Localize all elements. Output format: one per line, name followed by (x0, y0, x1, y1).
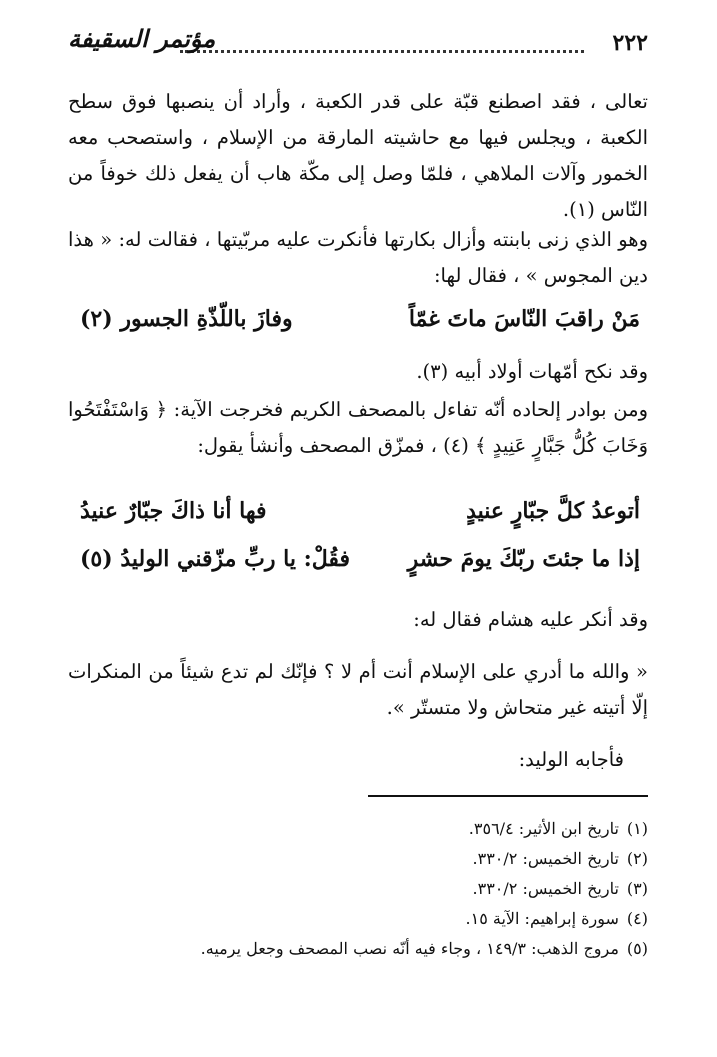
footnote (68, 934, 648, 964)
page-number: ٢٢٢ (612, 30, 648, 56)
paragraph: فأجابه الوليد: (518, 748, 624, 771)
paragraph: ومن بوادر إلحاده أنّه تفاءل بالمصحف الكريم فخرجت الآية: ﴿ وَاسْتَفْتَحُوا وَخَابَ كُلُّ جَبَّارٍ عَنِيدٍ ﴾ (٤) ، فمزّق المصحف وأنشأ يقول: (68, 398, 648, 457)
poem-verse (80, 306, 640, 348)
verse-first-hemistich: إذا ما جئتَ ربّكَ يومَ حشرٍ (407, 546, 640, 572)
footnote (68, 814, 648, 844)
poem-verse (80, 498, 640, 540)
verse-second-hemistich: فقُلْ: يا ربِّ مزّقني الوليدُ (٥) (80, 546, 351, 572)
footnote (68, 844, 648, 874)
footnote-text: تاريخ ابن الأثير: ٣٥٦/٤. (468, 819, 619, 838)
footnote-text: تاريخ الخميس: ٣٣٠/٢. (472, 849, 619, 868)
footnote-text: مروج الذهب: ١٤٩/٣ ، وجاء فيه أنّه نصب المصحف وجعل يرميه. (200, 939, 619, 958)
verse-second-hemistich: وفازَ باللّذّةِ الجسور (٢) (80, 306, 293, 332)
running-title: مؤتمر السقيفة (68, 24, 216, 53)
footnote (68, 874, 648, 904)
header-dotted-leader (180, 50, 584, 53)
footnotes-list (68, 814, 648, 964)
footnote-text: تاريخ الخميس: ٣٣٠/٢. (472, 879, 619, 898)
footnote-separator (368, 795, 648, 797)
paragraph: تعالى ، فقد اصطنع قبّة على قدر الكعبة ، وأراد أن ينصبها فوق سطح الكعبة ، ويجلس فيها مع حاشيته المارقة من الإسلام ، واستصحب معه الخمور وآلات الملاهي ، فلمّا وصل إلى مكّة هاب أن يفعل ذلك خوفاً من النّاس (١). (68, 90, 648, 221)
footnote-number: (٢) (626, 849, 648, 868)
verse-first-hemistich: أتوعدُ كلَّ جبّارٍ عنيدٍ (466, 498, 640, 524)
verse-second-hemistich: فها أنا ذاكَ جبّارٌ عنيدُ (80, 498, 267, 524)
paragraph: وقد نكح أمّهات أولاد أبيه (٣). (416, 360, 648, 383)
footnote (68, 904, 648, 934)
verse-first-hemistich: مَنْ راقبَ النّاسَ ماتَ غمّاً (408, 306, 640, 332)
poem-verse (80, 546, 640, 588)
paragraph: وقد أنكر عليه هشام فقال له: (413, 608, 648, 631)
footnote-number: (٤) (626, 909, 648, 928)
footnote-number: (٥) (626, 939, 648, 958)
paragraph: وهو الذي زنى بابنته وأزال بكارتها فأنكرت عليه مربّيتها ، فقالت له: « هذا دين المجوس » ، فقال لها: (68, 228, 648, 287)
page-header (68, 24, 648, 64)
footnote-text: سورة إبراهيم: الآية ١٥. (465, 909, 619, 928)
quoted-paragraph: « والله ما أدري على الإسلام أنت أم لا ؟ فإنّك لم تدع شيئاً من المنكرات إلّا أتيته غير متحاش ولا متستّر ». (68, 660, 648, 719)
footnote-number: (٣) (626, 879, 648, 898)
footnote-number: (١) (626, 819, 648, 838)
